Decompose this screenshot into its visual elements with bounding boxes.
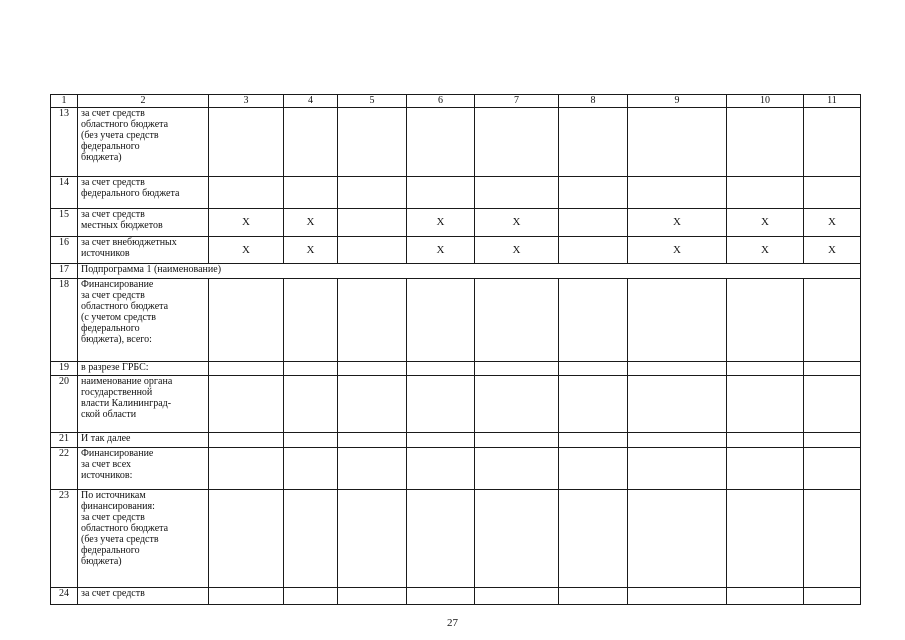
empty-cell — [727, 433, 804, 448]
row-number: 22 — [51, 448, 78, 490]
empty-cell — [475, 177, 559, 209]
empty-cell — [559, 177, 628, 209]
row-label: за счет средств местных бюджетов — [78, 209, 209, 237]
empty-cell — [209, 433, 284, 448]
table-row — [51, 177, 861, 209]
empty-cell — [628, 108, 727, 177]
empty-cell — [407, 108, 475, 177]
empty-cell — [338, 588, 407, 605]
column-header: 8 — [559, 95, 628, 108]
empty-cell — [727, 490, 804, 588]
row-number: 18 — [51, 279, 78, 362]
empty-cell — [727, 362, 804, 376]
not-applicable-mark: X — [475, 237, 559, 264]
row-label: Финансирование за счет всех источников: — [78, 448, 209, 490]
empty-cell — [628, 588, 727, 605]
empty-cell — [475, 490, 559, 588]
row-label: за счет средств областного бюджета (без учета средств федерального бюджета) — [78, 108, 209, 177]
empty-cell — [628, 362, 727, 376]
table-row — [51, 362, 861, 376]
row-number: 24 — [51, 588, 78, 605]
not-applicable-mark: X — [407, 209, 475, 237]
empty-cell — [475, 376, 559, 433]
empty-cell — [628, 448, 727, 490]
row-label: за счет средств — [78, 588, 209, 605]
empty-cell — [727, 588, 804, 605]
empty-cell — [338, 448, 407, 490]
empty-cell — [209, 279, 284, 362]
empty-cell — [209, 108, 284, 177]
not-applicable-mark: X — [284, 209, 338, 237]
empty-cell — [559, 448, 628, 490]
empty-cell — [284, 362, 338, 376]
table-row — [51, 264, 861, 279]
page-number: 27 — [447, 617, 458, 629]
empty-cell — [407, 588, 475, 605]
table-row — [51, 490, 861, 588]
empty-cell — [284, 490, 338, 588]
table-row — [51, 448, 861, 490]
empty-cell — [338, 490, 407, 588]
empty-cell — [559, 237, 628, 264]
empty-cell — [209, 177, 284, 209]
empty-cell — [338, 177, 407, 209]
not-applicable-mark: X — [804, 209, 861, 237]
empty-cell — [284, 177, 338, 209]
empty-cell — [475, 362, 559, 376]
row-label: в разрезе ГРБС: — [78, 362, 209, 376]
empty-cell — [338, 237, 407, 264]
table-row — [51, 588, 861, 605]
row-label: за счет внебюджетных источников — [78, 237, 209, 264]
empty-cell — [284, 376, 338, 433]
empty-cell — [209, 362, 284, 376]
empty-cell — [628, 433, 727, 448]
empty-cell — [338, 376, 407, 433]
empty-cell — [338, 209, 407, 237]
column-header: 1 — [51, 95, 78, 108]
empty-cell — [628, 177, 727, 209]
empty-cell — [284, 108, 338, 177]
row-number: 14 — [51, 177, 78, 209]
row-label: наименование органа государственной власти Калининград- ской области — [78, 376, 209, 433]
column-header: 3 — [209, 95, 284, 108]
table-row — [51, 279, 861, 362]
table-header-row — [51, 95, 861, 108]
empty-cell — [559, 279, 628, 362]
row-number: 13 — [51, 108, 78, 177]
empty-cell — [475, 279, 559, 362]
empty-cell — [804, 433, 861, 448]
subprogram-title: Подпрограмма 1 (наименование) — [78, 264, 861, 279]
empty-cell — [209, 490, 284, 588]
not-applicable-mark: X — [209, 237, 284, 264]
funding-table — [50, 94, 861, 605]
empty-cell — [338, 279, 407, 362]
row-number: 23 — [51, 490, 78, 588]
not-applicable-mark: X — [475, 209, 559, 237]
column-header: 2 — [78, 95, 209, 108]
empty-cell — [727, 376, 804, 433]
empty-cell — [338, 362, 407, 376]
empty-cell — [804, 108, 861, 177]
empty-cell — [284, 433, 338, 448]
empty-cell — [338, 108, 407, 177]
not-applicable-mark: X — [727, 237, 804, 264]
not-applicable-mark: X — [284, 237, 338, 264]
empty-cell — [475, 588, 559, 605]
column-header: 5 — [338, 95, 407, 108]
empty-cell — [475, 108, 559, 177]
not-applicable-mark: X — [407, 237, 475, 264]
empty-cell — [407, 362, 475, 376]
empty-cell — [727, 108, 804, 177]
empty-cell — [475, 433, 559, 448]
row-number: 20 — [51, 376, 78, 433]
row-number: 16 — [51, 237, 78, 264]
empty-cell — [284, 279, 338, 362]
empty-cell — [559, 108, 628, 177]
empty-cell — [727, 448, 804, 490]
empty-cell — [209, 376, 284, 433]
empty-cell — [209, 588, 284, 605]
empty-cell — [804, 376, 861, 433]
table-row — [51, 237, 861, 264]
empty-cell — [209, 448, 284, 490]
empty-cell — [628, 376, 727, 433]
row-number: 21 — [51, 433, 78, 448]
empty-cell — [475, 448, 559, 490]
not-applicable-mark: X — [804, 237, 861, 264]
not-applicable-mark: X — [727, 209, 804, 237]
empty-cell — [727, 279, 804, 362]
empty-cell — [727, 177, 804, 209]
table-body — [51, 108, 861, 605]
column-header: 6 — [407, 95, 475, 108]
not-applicable-mark: X — [628, 209, 727, 237]
empty-cell — [628, 490, 727, 588]
empty-cell — [559, 362, 628, 376]
column-header: 4 — [284, 95, 338, 108]
empty-cell — [407, 433, 475, 448]
empty-cell — [407, 448, 475, 490]
row-label: И так далее — [78, 433, 209, 448]
table-row — [51, 108, 861, 177]
column-header: 11 — [804, 95, 861, 108]
not-applicable-mark: X — [209, 209, 284, 237]
table-row — [51, 376, 861, 433]
empty-cell — [407, 279, 475, 362]
not-applicable-mark: X — [628, 237, 727, 264]
column-header: 10 — [727, 95, 804, 108]
row-label: По источникам финансирования: за счет средств областного бюджета (без учета средств федерального бюджета) — [78, 490, 209, 588]
empty-cell — [804, 588, 861, 605]
empty-cell — [407, 376, 475, 433]
column-header: 9 — [628, 95, 727, 108]
empty-cell — [804, 448, 861, 490]
row-number: 15 — [51, 209, 78, 237]
empty-cell — [804, 177, 861, 209]
empty-cell — [407, 490, 475, 588]
table-row — [51, 433, 861, 448]
empty-cell — [559, 490, 628, 588]
empty-cell — [338, 433, 407, 448]
row-number: 17 — [51, 264, 78, 279]
empty-cell — [284, 448, 338, 490]
empty-cell — [407, 177, 475, 209]
empty-cell — [284, 588, 338, 605]
empty-cell — [559, 376, 628, 433]
column-header: 7 — [475, 95, 559, 108]
row-number: 19 — [51, 362, 78, 376]
empty-cell — [804, 279, 861, 362]
empty-cell — [628, 279, 727, 362]
empty-cell — [804, 362, 861, 376]
row-label: за счет средств федерального бюджета — [78, 177, 209, 209]
empty-cell — [559, 588, 628, 605]
row-label: Финансирование за счет средств областного бюджета (с учетом средств федерального бюджета), всего: — [78, 279, 209, 362]
table-row — [51, 209, 861, 237]
empty-cell — [559, 209, 628, 237]
empty-cell — [559, 433, 628, 448]
empty-cell — [804, 490, 861, 588]
